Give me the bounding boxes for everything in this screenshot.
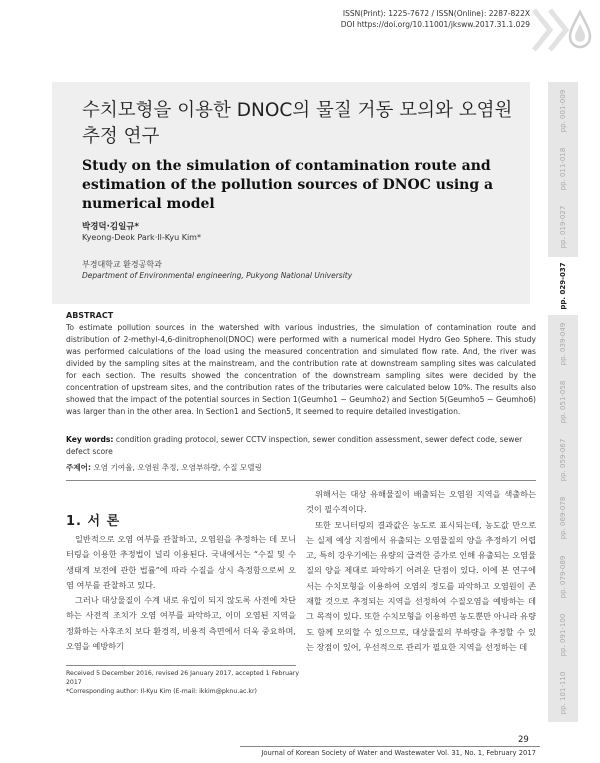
- page-range-tab: [548, 547, 578, 605]
- left-column: [66, 532, 296, 654]
- page-range-tab: [548, 373, 578, 431]
- body-paragraph: 그러나 대상물질이 수계 내로 유입이 되지 않도록 사전에 차단하는 사전적 조치가 오염 여부를 파악하고, 이미 오염된 지역을 정화하는 사후조치 보다 환경적, 비용적 측면에서 더욱 중요하며, 오염을 예방하기: [66, 595, 296, 652]
- footnote-rule: [66, 665, 296, 666]
- page-range-label: pp. 101-110: [559, 671, 567, 715]
- right-column: [306, 487, 536, 655]
- journal-logo-icon: [530, 6, 596, 54]
- page-range-label: pp. 059-067: [559, 438, 567, 482]
- page-range-tab: [548, 431, 578, 489]
- page-range-label: pp. 079-089: [559, 555, 567, 598]
- page-range-tab: [548, 82, 578, 140]
- issn-doi-header: [300, 8, 530, 30]
- keywords-ko-label: 주제어:: [66, 463, 92, 472]
- authors-english: Kyeong-Deok Park·Il-Kyu Kim*: [82, 233, 201, 242]
- body-paragraph: 일반적으로 오염 여부를 관찰하고, 오염원을 추정하는 데 모니터링을 이용한 추정법이 널리 이용된다. 국내에서는 “수질 및 수생태계 보전에 관한 법률”에 따라 수질을 상시 측정함으로써 오염 여부를 관찰하고 있다.: [66, 534, 296, 590]
- affiliation-english: Department of Environmental engineering, Pukyong National University: [82, 271, 353, 280]
- page-range-tab: [548, 606, 578, 664]
- body-paragraph: 또한 모니터링의 결과값은 농도로 표시되는데, 농도값 만으로는 실제 예상 지점에서 유출되는 오염물질의 양을 추정하기 어렵고, 특히 강우기에는 유량의 급격한 증가로 인해 유출되는 오염물질의 양을 제대로 파악하기 어려운 단점이 있다. 이에 본 연구에서는 수치모형을 이용하여 오염의 정도를 파악하고 오염원이 존재할 것으로 추정되는 지역을 선정하여 수질오염을 예방하는 데 그 목적이 있다. 또한 수치모형을 이용하면 농도뿐만 아니라 유량도 함께 모의할 수 있으므로, 대상물질의 부하량을 추정할 수 있는 장점이 있어, 우선적으로 관리가 필요한 지역을 선정하는 데: [306, 519, 536, 652]
- keywords-label: Key words:: [66, 435, 114, 444]
- title-english: Study on the simulation of contamination route and estimation of the pollution sources of DNOC using a numerical model: [82, 158, 494, 212]
- page-range-label: pp. 019-027: [559, 206, 567, 249]
- keywords-korean: [66, 462, 536, 473]
- page-range-label: pp. 069-078: [559, 497, 567, 540]
- authors-korean: 박경덕·김일규*: [82, 222, 139, 232]
- corresponding-author: *Corresponding author: Il-Kyu Kim (E-mail: ikkim@pknu.ac.kr): [66, 688, 257, 695]
- page-number: 29: [518, 735, 529, 745]
- section-heading: 1. 서 론: [66, 514, 121, 529]
- section-divider: [66, 480, 536, 481]
- keywords-ko-text: 오염 기여율, 오염원 추정, 오염부하량, 수질 모델링: [93, 463, 262, 472]
- page-range-tab: [548, 489, 578, 547]
- page-range-label: pp. 029-037: [559, 261, 567, 310]
- keywords-text: condition grading protocol, sewer CCTV inspection, sewer condition assessment, sewer defect code, sewer defect score: [66, 435, 523, 456]
- page-range-label: pp. 011-018: [559, 147, 567, 191]
- body-paragraph: 위해서는 대상 유해물질이 배출되는 오염원 지역을 색출하는 것이 필수적이다.: [306, 489, 536, 515]
- page-range-tab: [548, 198, 578, 256]
- footnote: [66, 669, 306, 696]
- issn-text: ISSN(Print): 1225-7672 / ISSN(Online): 2287-822X: [342, 9, 530, 18]
- affiliation-korean: 부경대학교 환경공학과: [82, 260, 162, 269]
- page-range-label: pp. 091-100: [559, 613, 567, 656]
- page-range-tab: [548, 257, 578, 315]
- doi-text: DOI https://doi.org/10.11001/jksww.2017.31.1.029: [340, 20, 530, 29]
- page-range-tab: [548, 315, 578, 373]
- page-range-tab: [548, 140, 578, 198]
- page-range-label: pp. 001-009: [559, 89, 567, 133]
- footer-rule: [240, 746, 540, 747]
- page-range-label: pp. 051-058: [559, 380, 567, 424]
- page-range-label: pp. 039-049: [559, 322, 567, 366]
- received-dates: Received 5 December 2016, revised 26 January 2017, accepted 1 February 2017: [66, 670, 299, 686]
- abstract-body: To estimate pollution sources in the watershed with various industries, the simulation of contamination route and distribution of 2-methyl-4,6-dinitrophenol(DNOC) were performed with a numerical model Hydro Geo Sphere. This study was performed calculations of the load using the measured concentration and simulated flow rate. And, the river was divided by the sampling sites at the mainstream, and the contribution rate at downstream sampling sites was calculated for each section. The results showed the concentration of the downstream sampling sites were decided by the concentration of upstream sites, and the contribution rates of the tributaries were calculated below 10%. The results also showed that the impact of the potential sources in Section 1(Geumho1 ~ Geumho2) and Section 5(Geumho5 ~ Geumho6) was larger than in the other area. In Section1 and Section5, It seemed to require detailed investigation.: [66, 323, 536, 416]
- title-korean: 수치모형을 이용한 DNOC의 물질 거동 모의와 오염원 추정 연구: [82, 100, 513, 147]
- abstract-heading: ABSTRACT: [66, 311, 114, 320]
- page-range-sidebar: [548, 82, 578, 722]
- keywords: [66, 434, 536, 458]
- page-range-tab: [548, 664, 578, 722]
- journal-footer: Journal of Korean Society of Water and Wastewater Vol. 31, No. 1, February 2017: [261, 749, 536, 757]
